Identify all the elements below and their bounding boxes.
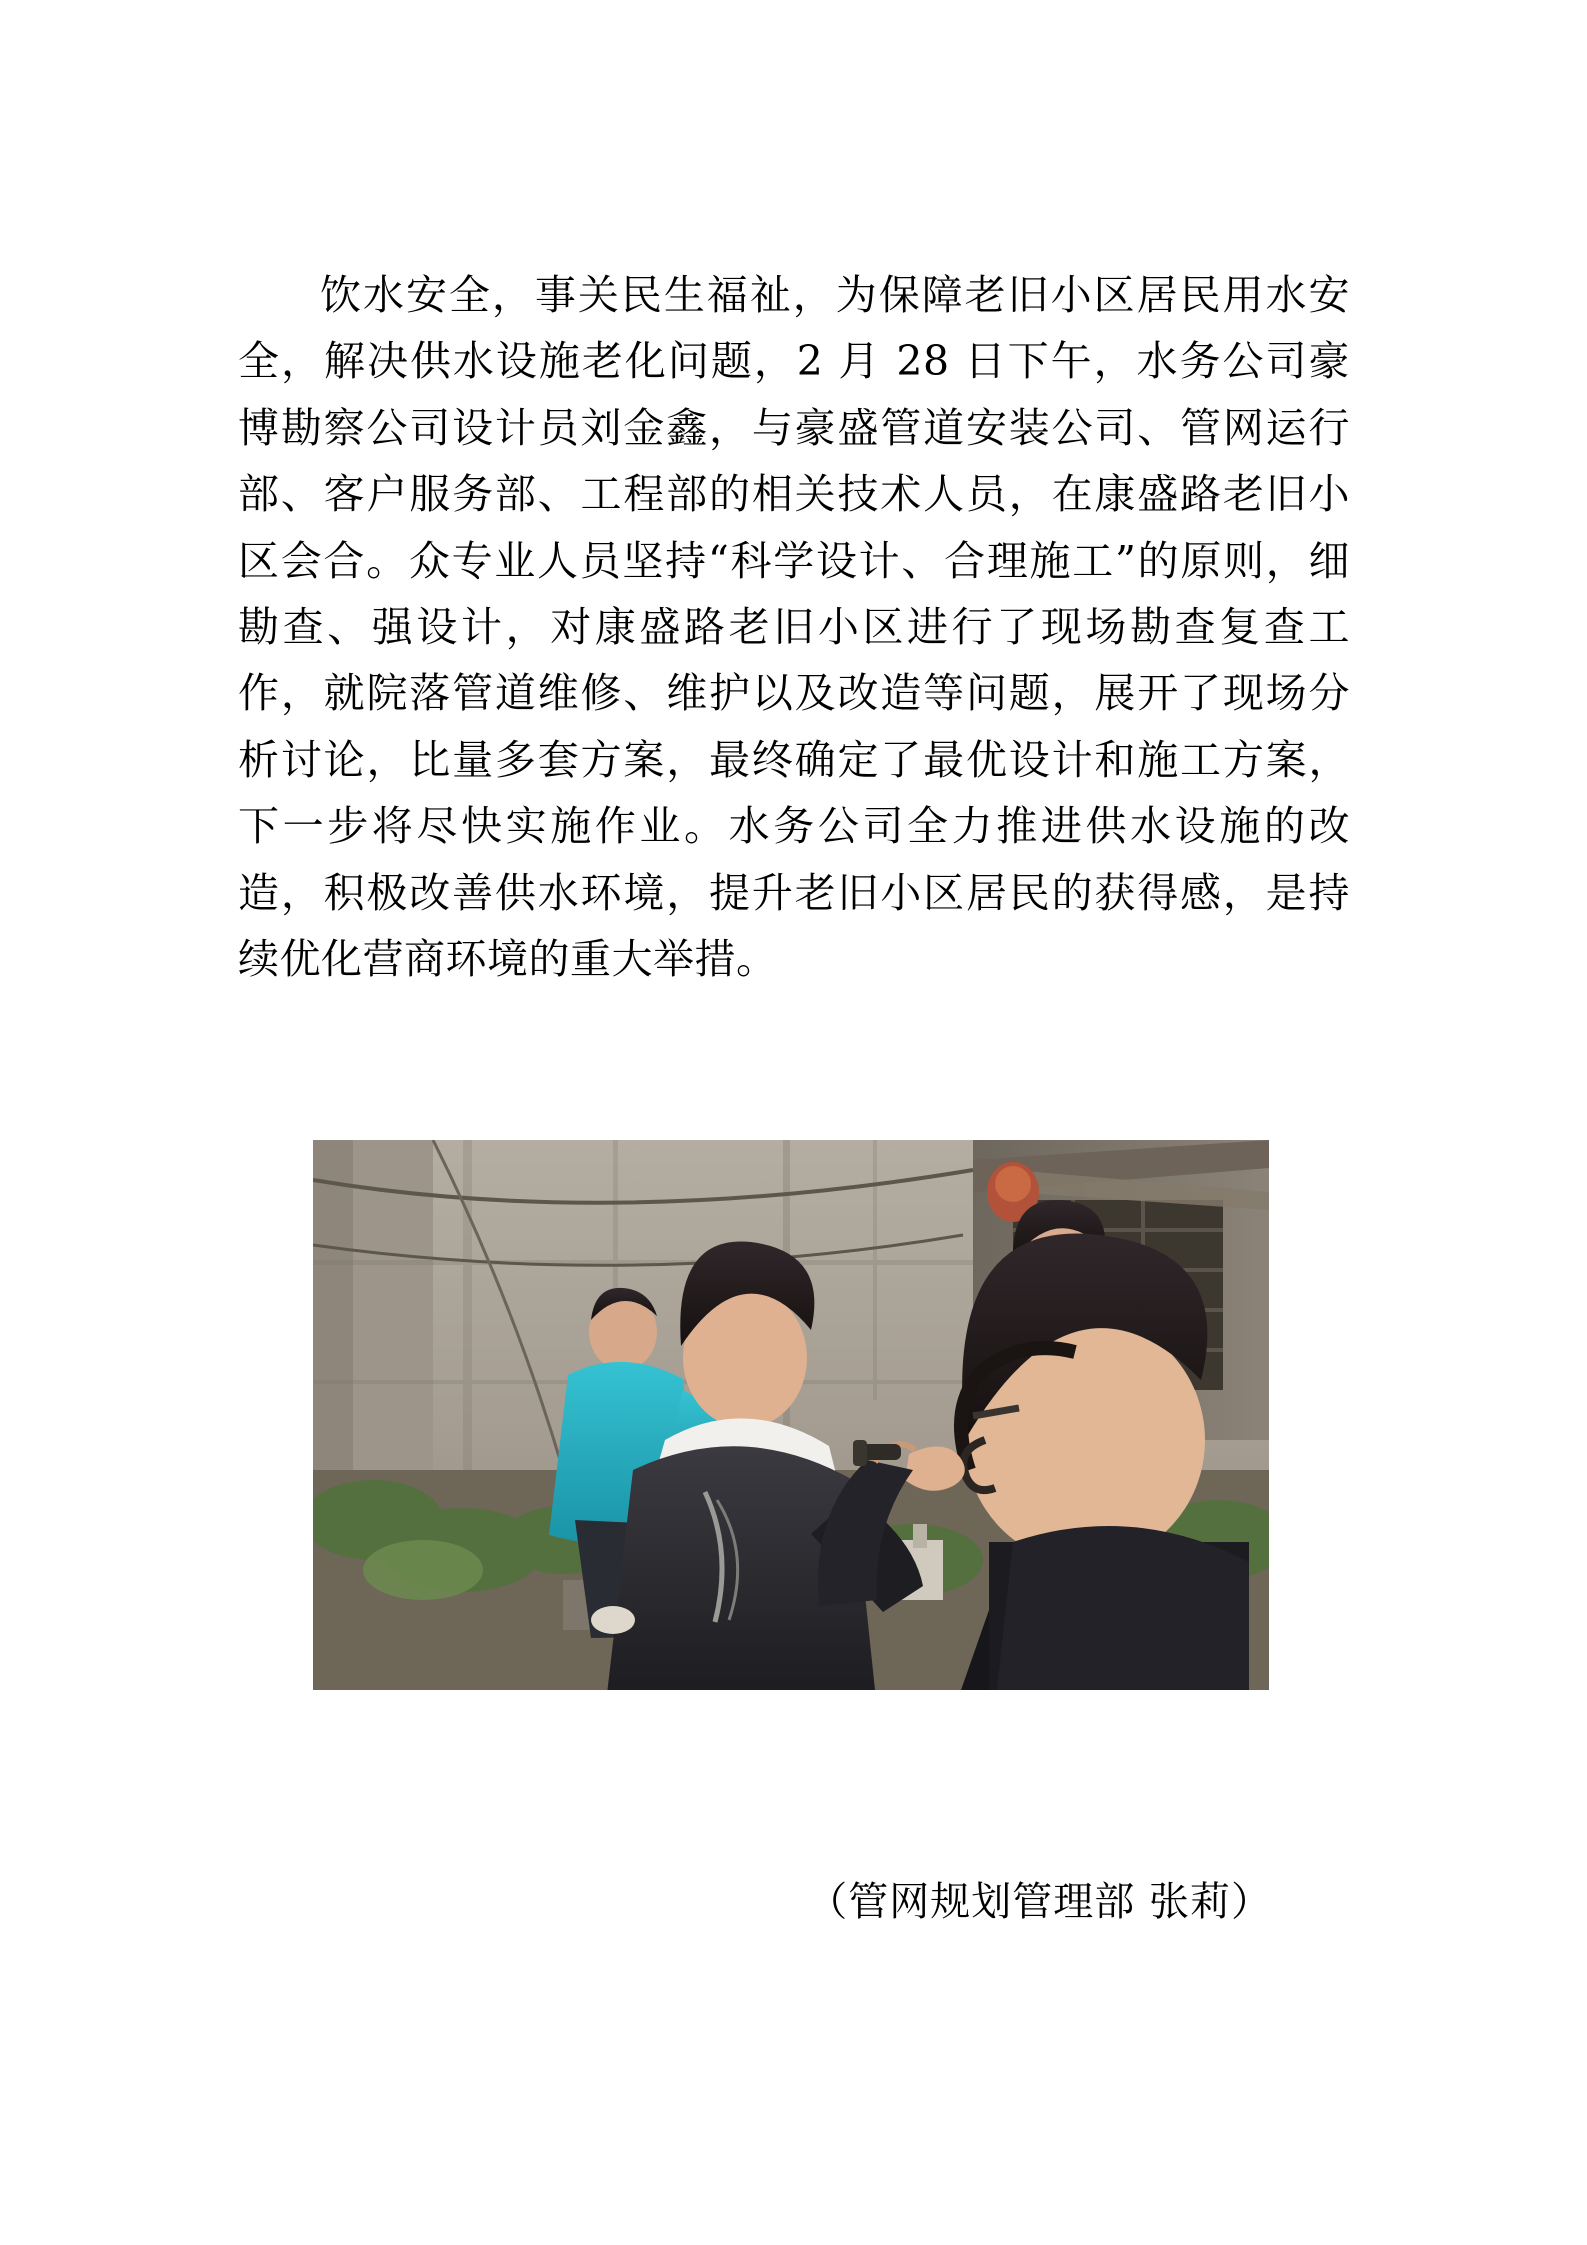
photo-illustration xyxy=(313,1140,1269,1690)
article-body xyxy=(238,262,1350,992)
photo-figure xyxy=(313,1140,1269,1690)
author-signature: （管网规划管理部 张莉） xyxy=(807,1879,1272,1925)
glove xyxy=(591,1606,635,1634)
body-paragraph: 饮水安全，事关民生福祉，为保障老旧小区居民用水安全，解决供水设施老化问题，2 月 28 日下午，水务公司豪博勘察公司设计员刘金鑫，与豪盛管道安装公司、管网运行部、客户服务部、工程部的相关技术人员，在康盛路老旧小区会合。众专业人员坚持“科学设计、合理施工”的原则，细勘查、强设计，对康盛路老旧小区进行了现场勘查复查工作，就院落管道维修、维护以及改造等问题，展开了现场分析讨论，比量多套方案，最终确定了最优设计和施工方案，下一步将尽快实施作业。水务公司全力推进供水设施的改造，积极改善供水环境，提升老旧小区居民的获得感，是持续优化营商环境的重大举措。 xyxy=(238,271,1350,984)
